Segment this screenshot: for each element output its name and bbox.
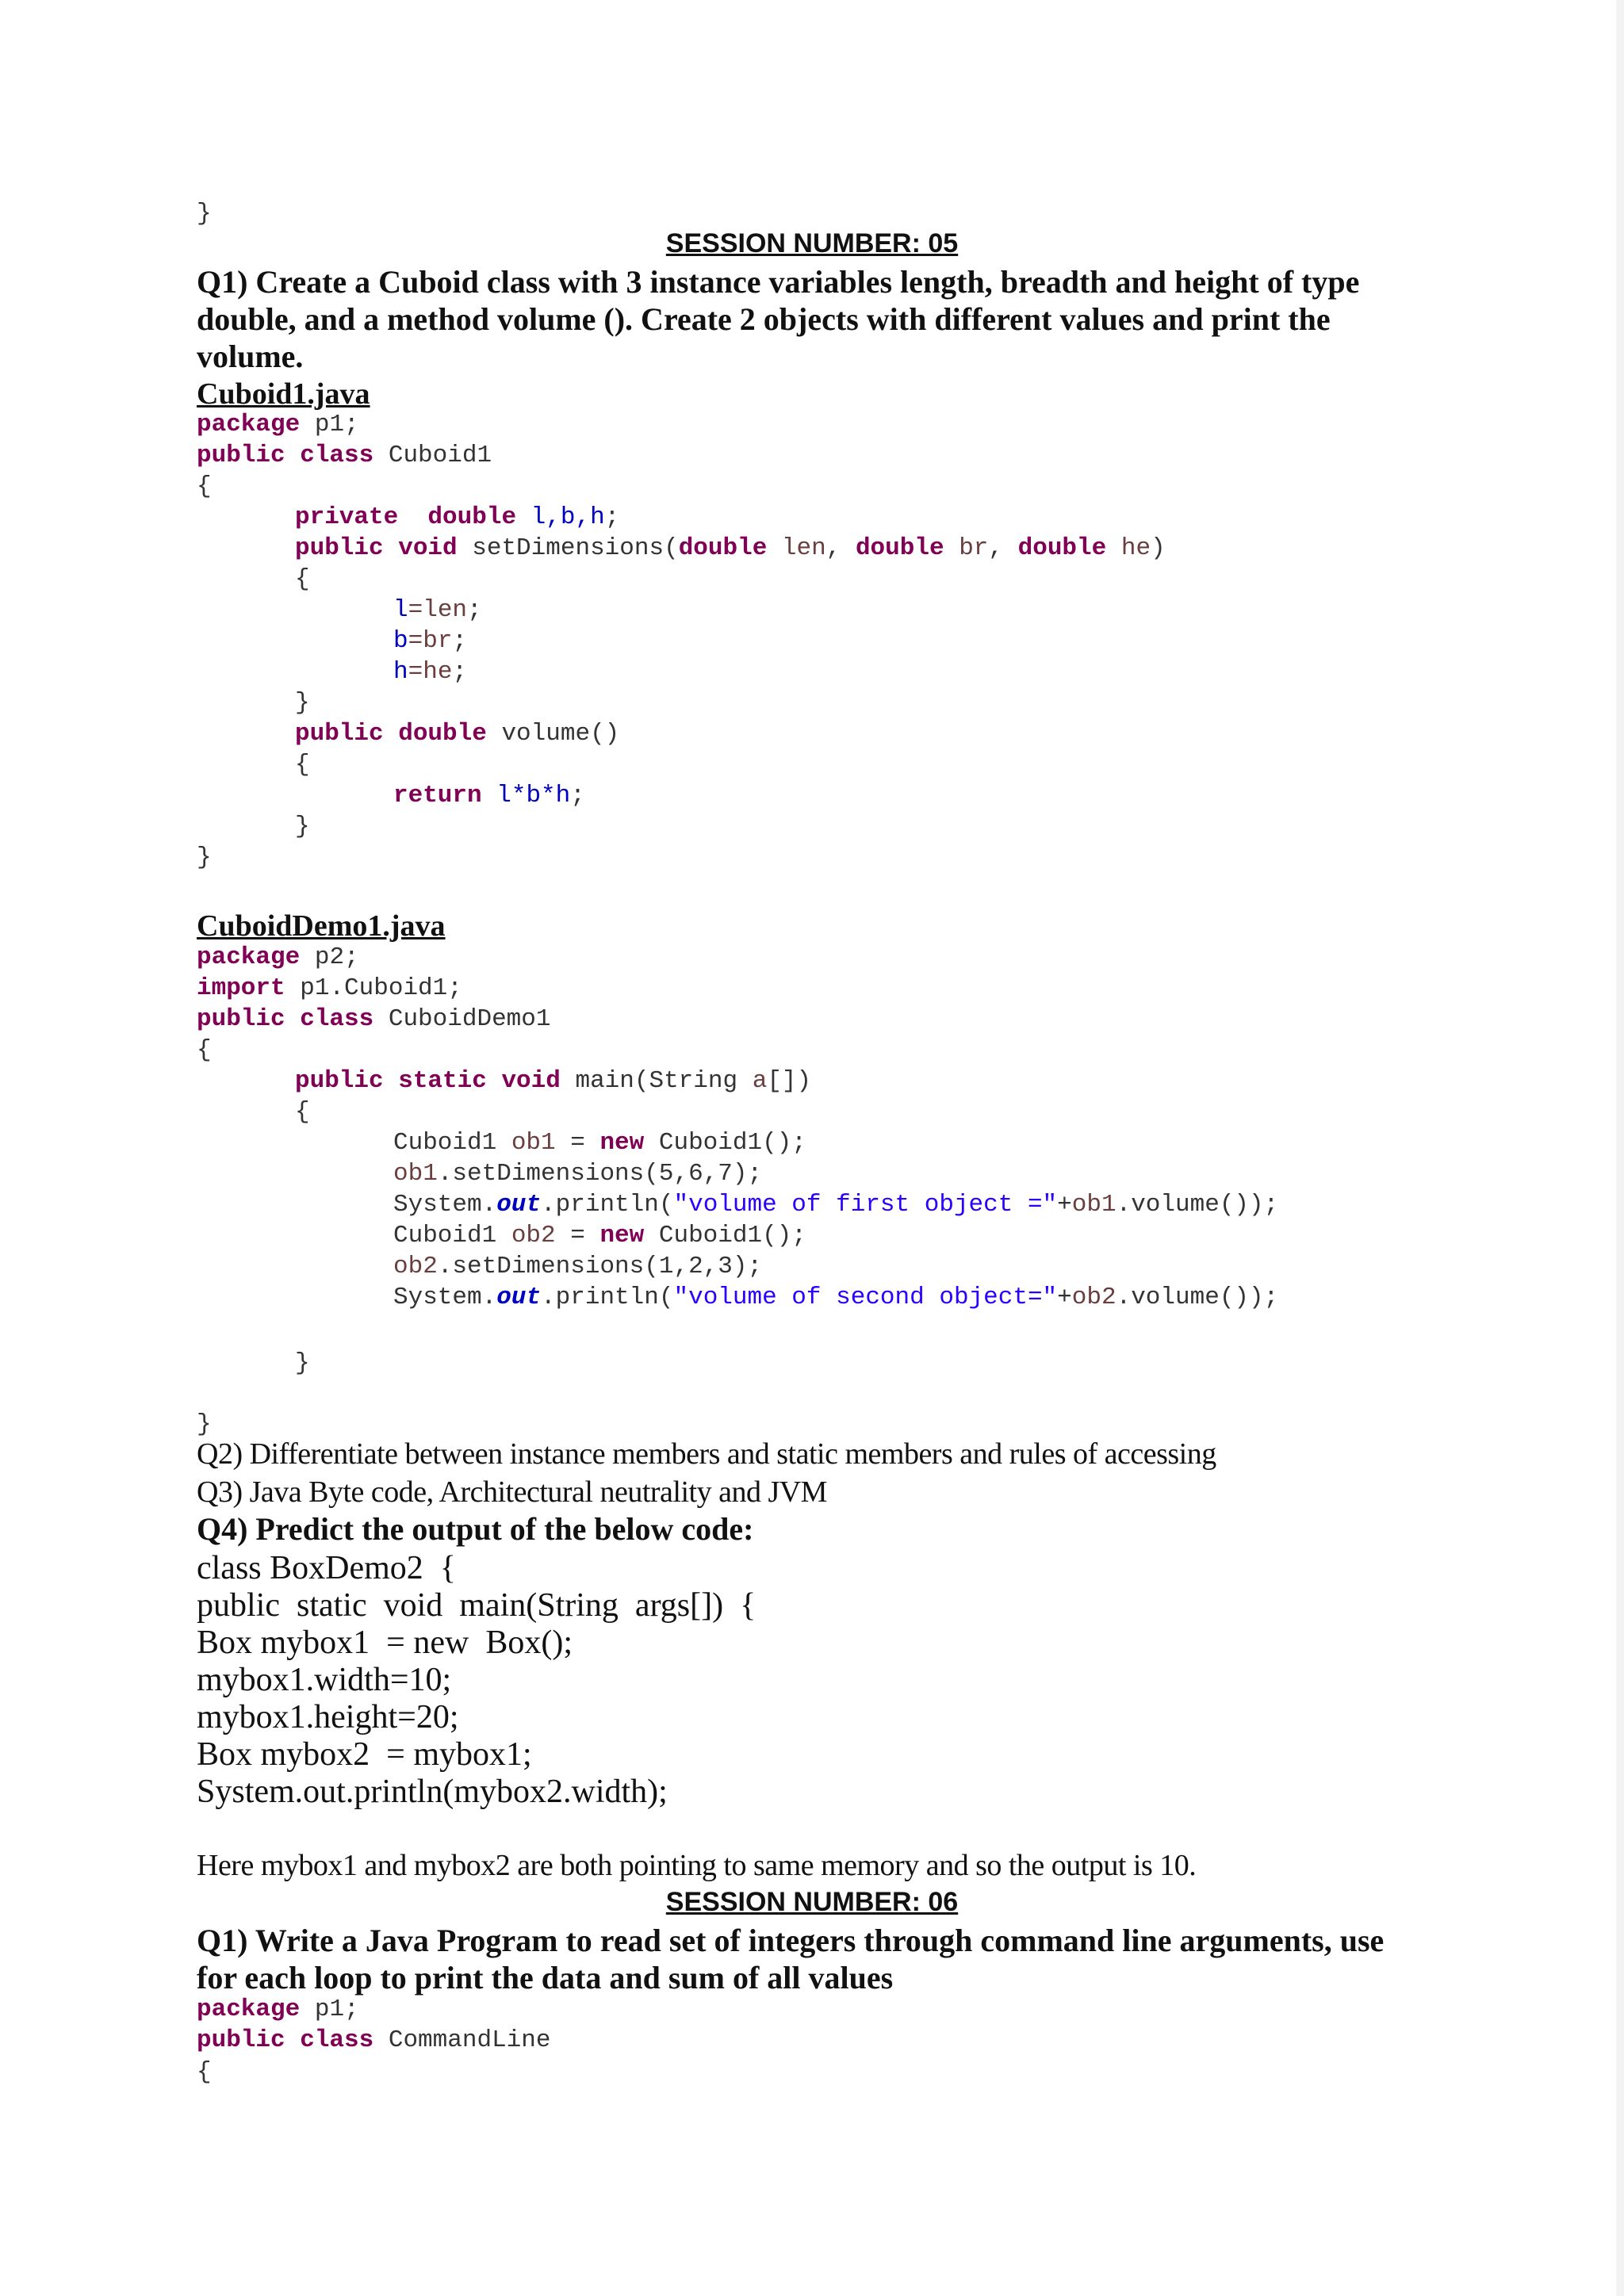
code-line: ob1.setDimensions(5,6,7);: [393, 1160, 763, 1188]
boxdemo-line: mybox1.width=10;: [197, 1662, 452, 1698]
question-3: Q3) Java Byte code, Architectural neutrality and JVM: [197, 1475, 827, 1509]
code-line: public void setDimensions(double len, double br, double he): [295, 534, 1166, 562]
code-line: {: [197, 473, 212, 500]
question-1-line-1: Q1) Create a Cuboid class with 3 instance variables length, breadth and height of type: [197, 264, 1360, 300]
code-line: package p1;: [197, 411, 359, 438]
code-line: {: [295, 751, 310, 779]
code-line: public double volume(): [295, 720, 620, 748]
file-name-cuboid1: Cuboid1.java: [197, 377, 370, 411]
code-line: h=he;: [393, 658, 468, 686]
session6-question-1-line-2: for each loop to print the data and sum of all values: [197, 1960, 894, 1996]
code-line: }: [295, 813, 310, 840]
code-line: return l*b*h;: [393, 782, 585, 809]
code-line: package p1;: [197, 1996, 359, 2023]
question-1-line-3: volume.: [197, 339, 304, 374]
question-2: Q2) Differentiate between instance members and static members and rules of accessing: [197, 1437, 1216, 1471]
code-line: public static void main(String a[]): [295, 1067, 812, 1095]
code-line: }: [197, 1410, 212, 1438]
answer-text: Here mybox1 and mybox2 are both pointing to same memory and so the output is 10.: [197, 1849, 1197, 1882]
code-line: {: [197, 2058, 212, 2086]
file-name-cuboiddemo1: CuboidDemo1.java: [197, 909, 446, 943]
code-line: }: [295, 689, 310, 717]
closing-brace: }: [197, 200, 212, 228]
boxdemo-line: mybox1.height=20;: [197, 1699, 459, 1735]
code-line: }: [197, 844, 212, 871]
code-line: }: [295, 1349, 310, 1377]
boxdemo-line: System.out.println(mybox2.width);: [197, 1774, 668, 1810]
code-line: public class Cuboid1: [197, 442, 492, 469]
code-line: ob2.setDimensions(1,2,3);: [393, 1253, 763, 1280]
page-edge-shadow: [1616, 0, 1624, 2296]
boxdemo-line: Box mybox1 = new Box();: [197, 1624, 573, 1661]
boxdemo-line: Box mybox2 = mybox1;: [197, 1736, 532, 1773]
code-line: {: [197, 1036, 212, 1064]
question-1-line-2: double, and a method volume (). Create 2 objects with different values and print the: [197, 301, 1331, 337]
code-line: private double l,b,h;: [295, 503, 620, 531]
boxdemo-line: class BoxDemo2 {: [197, 1550, 456, 1586]
code-line: package p2;: [197, 943, 359, 971]
session-heading-06: SESSION NUMBER: 06: [665, 1887, 959, 1917]
code-line: public class CommandLine: [197, 2026, 551, 2054]
question-4: Q4) Predict the output of the below code:: [197, 1511, 754, 1547]
code-line: public class CuboidDemo1: [197, 1005, 551, 1033]
code-line: {: [295, 1098, 310, 1126]
boxdemo-line: public static void main(String args[]) {: [197, 1587, 756, 1624]
code-line: b=br;: [393, 627, 468, 655]
code-line: System.out.println("volume of first object ="+ob1.volume());: [393, 1191, 1279, 1219]
code-line: import p1.Cuboid1;: [197, 974, 462, 1002]
session6-question-1-line-1: Q1) Write a Java Program to read set of integers through command line arguments, use: [197, 1923, 1385, 1958]
code-line: Cuboid1 ob2 = new Cuboid1();: [393, 1222, 806, 1249]
code-line: Cuboid1 ob1 = new Cuboid1();: [393, 1129, 806, 1157]
code-line: {: [295, 565, 310, 593]
code-line: System.out.println("volume of second object="+ob2.volume());: [393, 1284, 1279, 1311]
code-line: l=len;: [393, 596, 482, 624]
session-heading-05: SESSION NUMBER: 05: [665, 228, 959, 258]
